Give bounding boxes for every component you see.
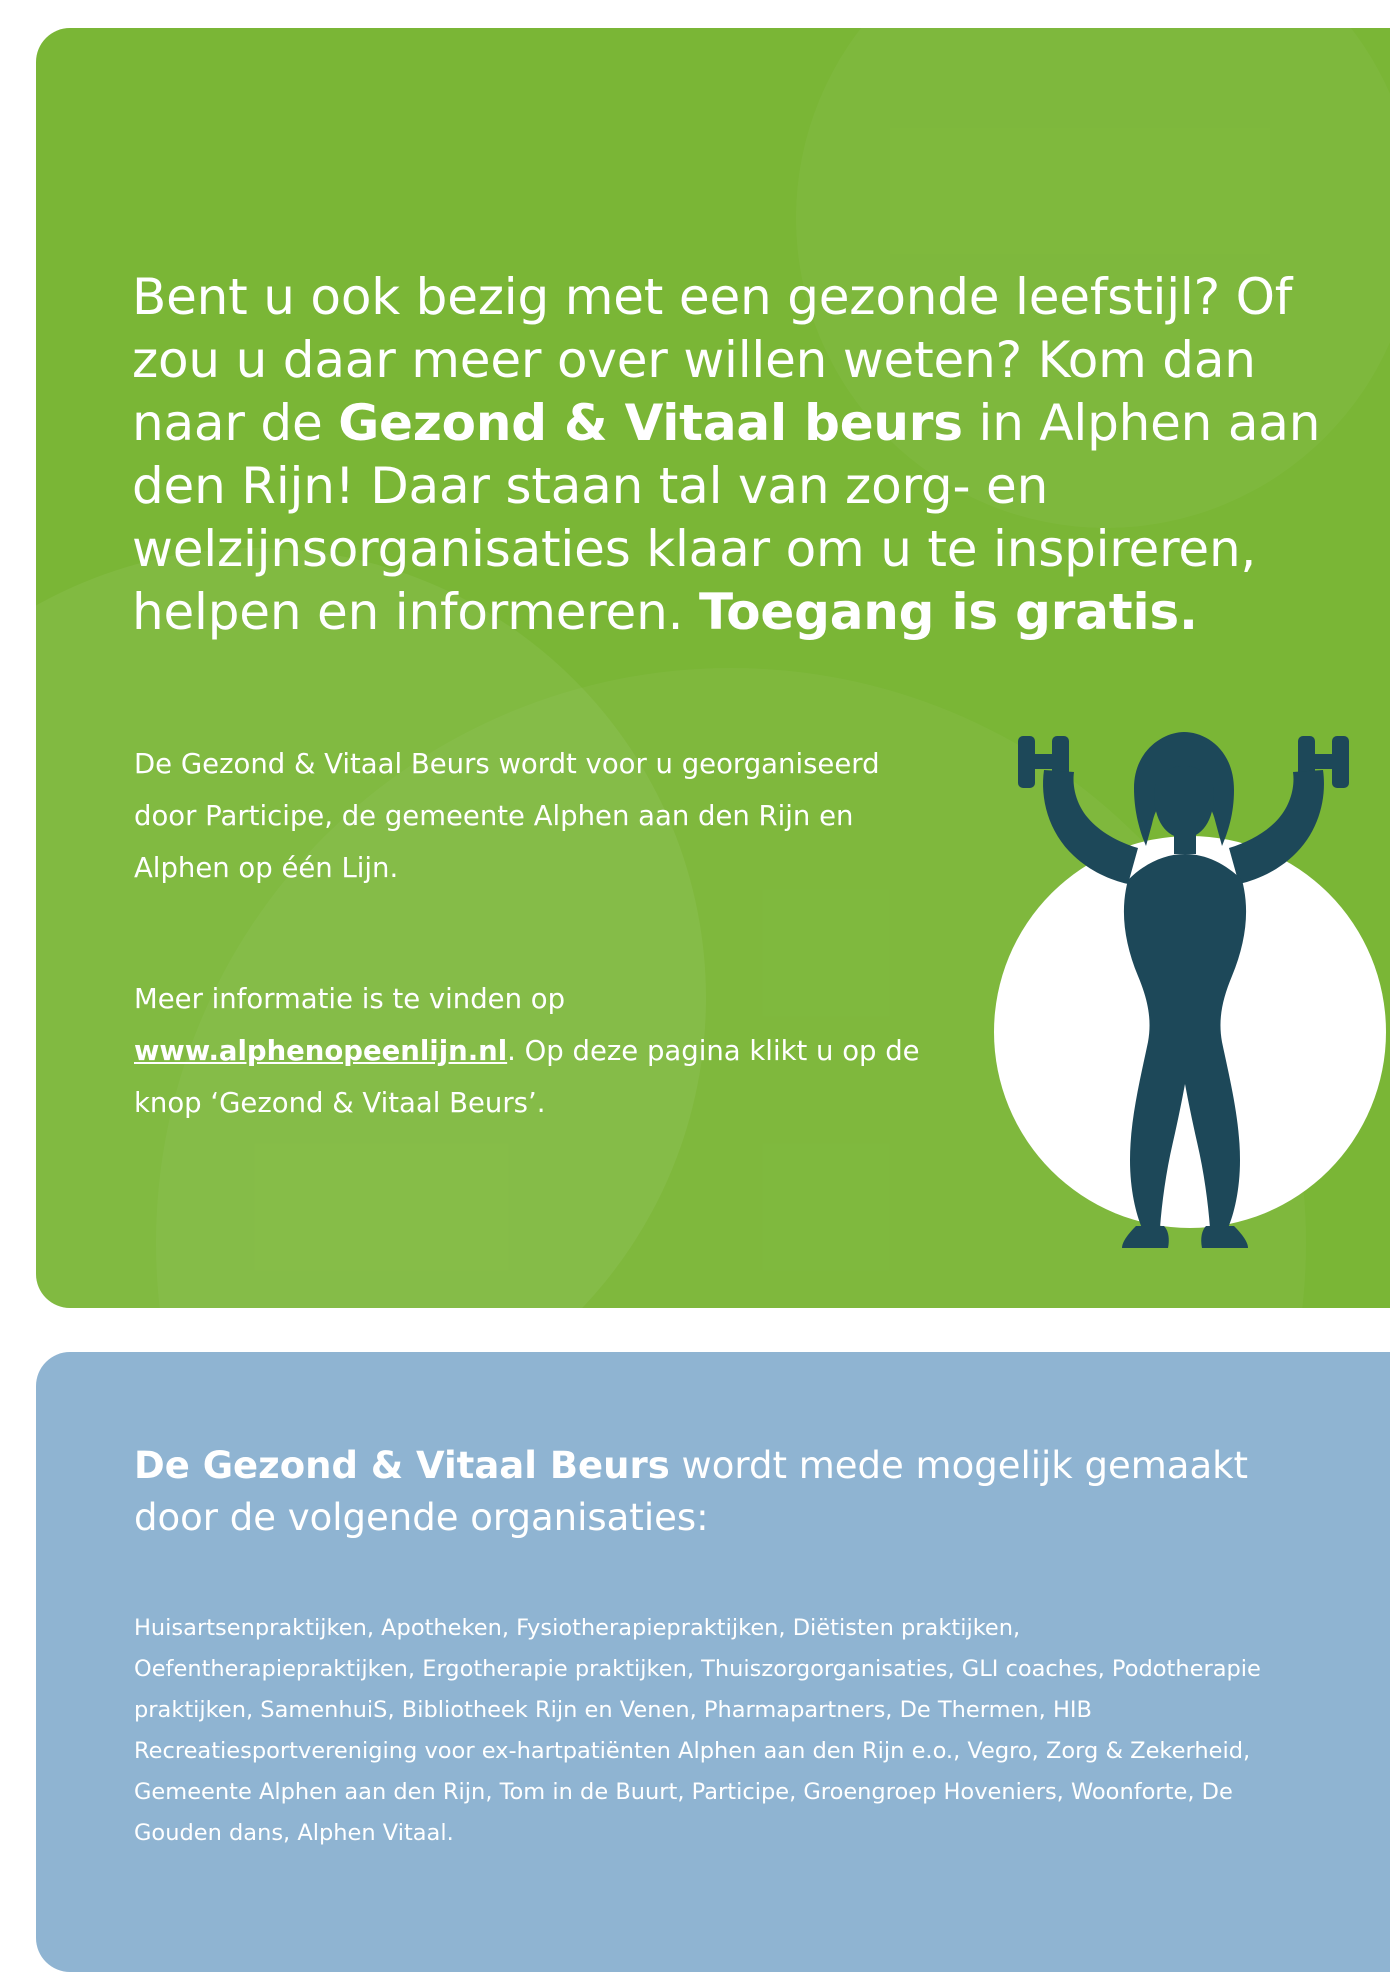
organisations-list: Huisartsenpraktijken, Apotheken, Fysiotherapiepraktijken, Diëtisten praktijken, Oefentherapiepraktijken, Ergotherapie praktijken, Thuiszorgorganisaties, GLI coaches, Podotherapie praktijken, SamenhuiS, Bibliotheek Rijn en Venen, Pharmapartners, De Thermen, HIB Recreatiesportvereniging voor ex-hartpatiënten Alphen aan den Rijn e.o., Vegro, Zorg & Zekerheid, Gemeente Alphen aan den Rijn, Tom in de Buurt, Participe, Groengroep Hoveniers, Woonforte, De Gouden dans, Alphen Vitaal. [134,1615,1261,1846]
green-panel-content [98,28,1338,1308]
sponsors-heading [134,1440,1274,1544]
more-info-paragraph [134,973,924,1129]
green-info-panel [36,28,1390,1308]
sponsors-heading-rest: wordt mede mogelijk gemaakt door de volgende organisaties: [134,1444,1249,1539]
headline: Bent u ook bezig met een gezonde leefstijl? Of zou u daar meer over willen weten? Kom dan naar de Gezond & Vitaal beurs in Alphen aan den Rijn! Daar staan tal van zorg- en welzijnsorganisaties klaar om u te inspireren, helpen en informeren. Toegang is gratis. [132,268,1321,641]
alphenopeenlijn-link[interactable]: www.alphenopeenlijn.nl [134,1035,508,1067]
more-info-text-after: . Op deze pagina klikt u op de knop ‘Gezond & Vitaal Beurs’. [134,1035,920,1119]
more-info-text-before: Meer informatie is te vinden op [134,983,566,1015]
sponsors-heading-bold: De Gezond & Vitaal Beurs [134,1444,670,1487]
woman-lifting-dumbbells-icon [978,728,1390,1258]
illustration [978,728,1390,1258]
blue-sponsors-panel [36,1352,1390,1972]
organiser-paragraph: De Gezond & Vitaal Beurs wordt voor u georganiseerd door Participe, de gemeente Alphen aan den Rijn en Alphen op één Lijn. [134,748,880,884]
